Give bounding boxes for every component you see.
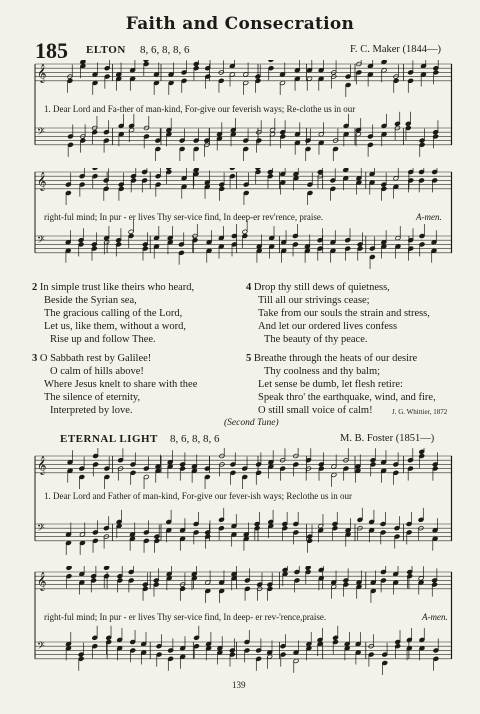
svg-text:𝄢: 𝄢 bbox=[37, 522, 45, 537]
second-tune-caption: (Second Tune) bbox=[224, 418, 279, 428]
second-tune-composer: M. B. Foster (1851—) bbox=[340, 433, 435, 444]
hymn-number: 185 bbox=[35, 38, 68, 63]
tune-name: ELTON bbox=[86, 44, 126, 56]
composer: F. C. Maker (1844—) bbox=[350, 44, 442, 55]
lyric-line-3: 1. Dear Lord and Father of man-kind, For-give our fever-ish ways; Reclothe us in our bbox=[44, 491, 353, 501]
staff-group bbox=[35, 448, 452, 555]
stanza-3: 3 O Sabbath rest by Galilee! bbox=[32, 353, 152, 364]
attribution: J. G. Whittier, 1872 bbox=[392, 408, 448, 416]
svg-text:𝄞: 𝄞 bbox=[37, 455, 47, 475]
lyric-line-4: right-ful mind; In pur - er lives Thy ser-vice find, In deep- er rev-'rence,praise. bbox=[44, 612, 327, 622]
amen-label: A-men. bbox=[416, 212, 442, 222]
svg-text:𝄞: 𝄞 bbox=[37, 63, 47, 83]
svg-text:𝄞: 𝄞 bbox=[37, 171, 47, 191]
page-title: Faith and Consecration bbox=[125, 14, 355, 34]
meter: 8, 6, 8, 8, 6 bbox=[140, 44, 190, 56]
stanza-4: 4 Drop thy still dews of quietness, bbox=[246, 282, 390, 293]
stanzas-right: 4 Drop thy still dews of quietness, Till all our strivings cease; Take from our souls the strain and stress, And let our ordered lives confess The beauty of thy peace. 5 Breathe through the heats of our desire Thy coolness and thy balm; Let sense be dumb, let flesh retire: Speak thro' the earthquake, wind, and fire, O still small voice of calm! bbox=[246, 281, 460, 417]
svg-text:𝄢: 𝄢 bbox=[37, 640, 45, 655]
page-number: 139 bbox=[232, 680, 246, 690]
svg-text:𝄢: 𝄢 bbox=[37, 126, 45, 141]
second-tune-name: ETERNAL LIGHT bbox=[60, 433, 158, 445]
svg-text:𝄢: 𝄢 bbox=[37, 234, 45, 249]
lyric-line-2: right-ful mind; In pur - er lives Thy ser-vice find, In deep-er rev'rence, praise. bbox=[44, 212, 324, 222]
lyric-line-1: 1. Dear Lord and Fa-ther of man-kind, For-give our feverish ways; Re-clothe us in our bbox=[44, 104, 356, 114]
amen-label-2: A-men. bbox=[422, 612, 448, 622]
stanza-5: 5 Breathe through the heats of our desire bbox=[246, 353, 418, 364]
stanza-2: 2 In simple trust like theirs who heard, bbox=[32, 282, 195, 293]
second-tune-meter: 8, 6, 8, 8, 6 bbox=[170, 433, 220, 445]
music-system-3 bbox=[34, 448, 454, 558]
stanzas-left: 2 In simple trust like theirs who heard, Beside the Syrian sea, The gracious calling of the Lord, Let us, like them, without a word, Rise up and follow Thee. 3 O Sabbath rest by Galilee! O calm of hills above! Where Jesus knelt to share with thee The silence of eternity, Interpreted by love. bbox=[32, 281, 244, 417]
svg-text:𝄞: 𝄞 bbox=[37, 571, 47, 591]
